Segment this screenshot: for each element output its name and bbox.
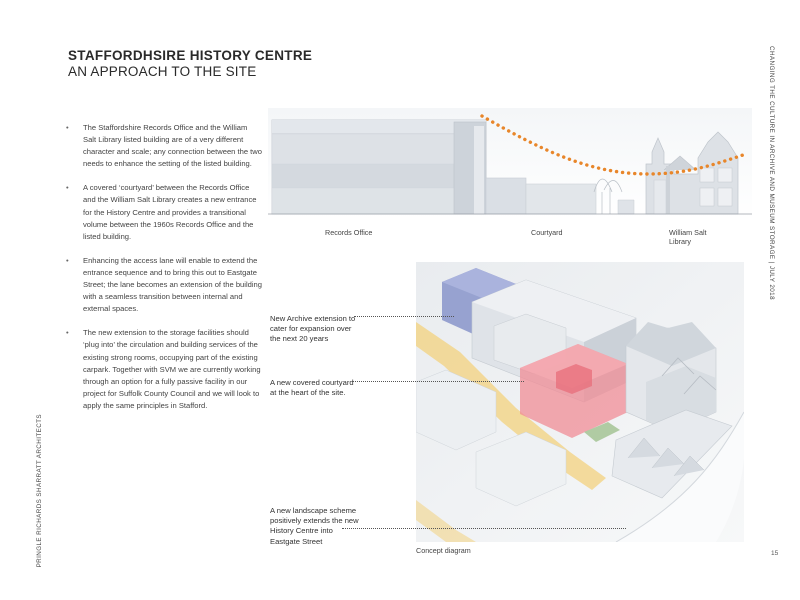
callout-new-archive: New Archive extension to cater for expansion over the next 20 years (270, 314, 356, 344)
side-text-left: PRINGLE RICHARDS SHARRATT ARCHITECTS (36, 414, 43, 568)
leader-landscape (342, 528, 626, 529)
side-text-right: CHANGING THE CULTURE IN ARCHIVE AND MUSEUM STORAGE | JULY 2018 (768, 46, 775, 300)
concept-diagram (416, 262, 744, 542)
leader-covered-courtyard (352, 381, 524, 382)
bullet-item: • A covered ‘courtyard’ between the Records Office and the William Salt Library creates a new entrance for the History Centre and provides a transitional volume between the 1960s Records Office and the listed building. (66, 182, 262, 242)
label-courtyard: Courtyard (531, 228, 563, 237)
bullet-item: • The new extension to the storage facilities should ‘plug into’ the circulation and building services of the existing strong rooms, occupying part of the existing carpark. Together with SVM we are currently working through an option for a fully passive facility in our project for Suffolk County Council and we will look to apply the same principles in Stafford. (66, 327, 262, 412)
bullet-list (66, 122, 262, 424)
site-elevation-drawing (268, 108, 752, 220)
callout-covered-courtyard: A new covered courtyard at the heart of the site. (270, 378, 354, 398)
label-william-salt-library: William Salt Library (669, 228, 707, 247)
bullet-item: • The Staffordshire Records Office and the William Salt Library listed building are of a very different character and scale; any connection between the two needs to enhance the setting of the listed building. (66, 122, 262, 170)
leader-new-archive (354, 316, 454, 317)
diagram-caption: Concept diagram (416, 546, 471, 555)
page-number: 15 (771, 550, 779, 557)
courtyard-block (526, 184, 596, 214)
callout-landscape: A new landscape scheme positively extends the new History Centre into Eastgate Street (270, 506, 359, 546)
page-title: STAFFORDHSIRE HISTORY CENTRE (68, 48, 313, 63)
label-records-office: Records Office (325, 228, 373, 237)
page-subtitle: AN APPROACH TO THE SITE (68, 64, 257, 79)
bullet-item: • Enhancing the access lane will enable to extend the entrance sequence and to bring this out to Eastgate Street; the lane becomes an extension of the building with a seamless transition between internal and external spaces. (66, 255, 262, 315)
